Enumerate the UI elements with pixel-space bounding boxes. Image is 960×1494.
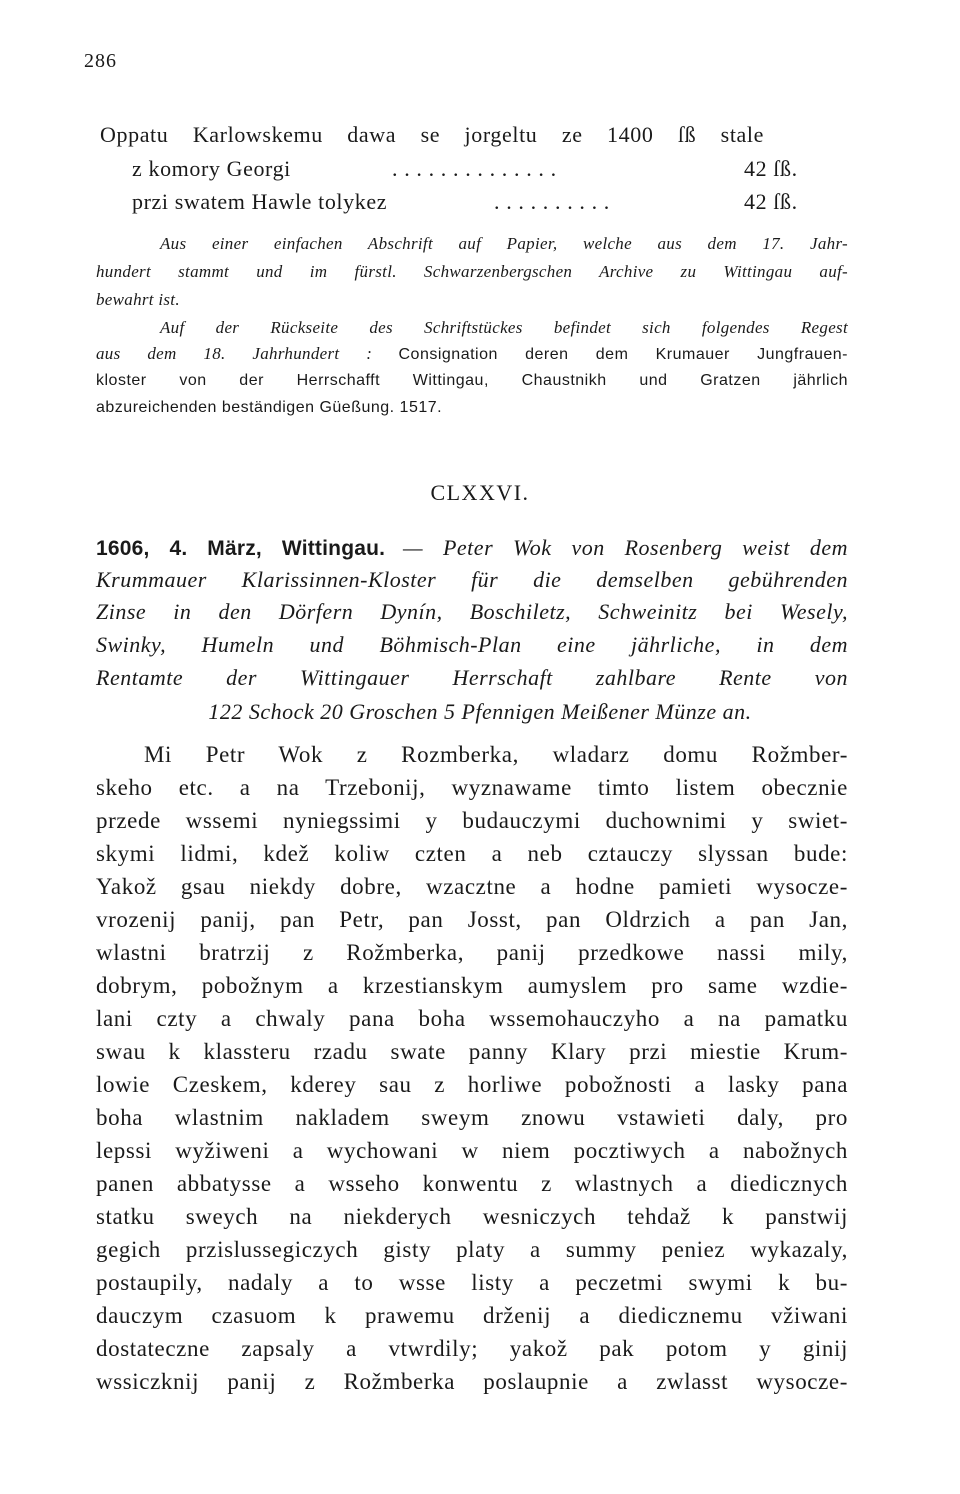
- body-line: wssiczknij panij z Rožmberka poslaupnie a zwlasst wysocze-: [96, 1369, 848, 1394]
- regest-intro: aus dem 18. Jahrhundert :: [96, 344, 373, 363]
- body-line: dauczym czasuom k prawemu drženij a diedicznemu vžiwani: [96, 1303, 848, 1328]
- body-line: lani czty a chwaly pana boha wssemohauczyho a na pamatku: [96, 1006, 848, 1031]
- body-line: swau k klassteru rzadu swate panny Klary przi miestie Krum-: [96, 1039, 848, 1064]
- regest-note-line: [96, 344, 848, 364]
- regest-note-line: abzureichenden beständigen Güeßung. 1517.: [96, 399, 443, 416]
- body-line: boha wlastnim nakladem sweym znowu vstawieti daly, pro: [96, 1105, 848, 1130]
- payment-line: [132, 156, 812, 182]
- heading-text: — Peter Wok von Rosenberg weist dem: [403, 535, 848, 560]
- body-line: skeho etc. a na Trzebonij, wyznawame timto listem obecznie: [96, 775, 848, 800]
- body-line: postaupily, nadaly a to wsse listy a peczetmi swymi k bu-: [96, 1270, 848, 1295]
- regest-note-line: Auf der Rückseite des Schriftstückes befindet sich folgendes Regest: [160, 318, 848, 337]
- regest-text: Consignation deren dem Krumauer Jungfrauen-: [398, 346, 848, 363]
- heading-date: 1606, 4. März, Wittingau.: [96, 537, 386, 560]
- payment-text: z komory Georgi: [132, 156, 291, 181]
- leader-dots: . . . . . . . . . .: [494, 189, 610, 214]
- body-line: statku sweych na niekderych wesniczych tehdaž k panstwij: [96, 1204, 848, 1229]
- body-line: wlastni bratrzij z Rožmberka, panij przedkowe nassi mily,: [96, 940, 848, 965]
- payment-value: 42 ſß.: [744, 189, 798, 214]
- body-line: vrozenij panij, pan Petr, pan Josst, pan Oldrzich a pan Jan,: [96, 907, 848, 932]
- body-line: Mi Petr Wok z Rozmberka, wladarz domu Rožmber-: [144, 742, 848, 767]
- payment-line: [132, 189, 812, 215]
- body-line: dostateczne zapsaly a vtwrdily; yakož pak potom y ginij: [96, 1336, 848, 1361]
- source-note-line: Aus einer einfachen Abschrift auf Papier, welche aus dem 17. Jahr-: [160, 234, 848, 253]
- heading-line: Rentamte der Wittingauer Herrschaft zahlbare Rente von: [96, 665, 848, 690]
- body-line: Yakož gsau niekdy dobre, wzacztne a hodne pamieti wysocze-: [96, 874, 848, 899]
- regest-note-line: kloster von der Herrschafft Wittingau, Chaustnikh und Gratzen jährlich: [96, 372, 848, 389]
- body-line: gegich przislussegiczych gisty platy a summy peniez wykazaly,: [96, 1237, 848, 1262]
- heading-line: Krummauer Klarissinnen-Kloster für die demselben gebührenden: [96, 567, 848, 592]
- body-line: lepssi wyžiweni a wychowani w niem pocztiwych a nabožnych: [96, 1138, 848, 1163]
- payment-line: Oppatu Karlowskemu dawa se jorgeltu ze 1400 ſß stale: [100, 122, 764, 147]
- body-line: panen abbatysse a wsseho konwentu z wlastnych a diedicznych: [96, 1171, 848, 1196]
- payment-value: 42 ſß.: [744, 156, 798, 181]
- source-note-line: bewahrt ist.: [96, 290, 180, 309]
- heading-line: [96, 535, 848, 561]
- body-line: skymi lidmi, kdež koliw czten a neb cztauczy slyssan bude:: [96, 841, 848, 866]
- body-line: przede wssemi nyniegssimi y budauczymi duchownimi y swiet-: [96, 808, 848, 833]
- page-number: 286: [84, 50, 117, 72]
- heading-line: Zinse in den Dörfern Dynín, Boschiletz, Schweinitz bei Wesely,: [96, 599, 848, 624]
- heading-line: 122 Schock 20 Groschen 5 Pfennigen Meißener Münze an.: [208, 699, 752, 724]
- document-number: CLXXVI.: [430, 480, 530, 505]
- leader-dots: . . . . . . . . . . . . . .: [392, 156, 557, 181]
- heading-line: Swinky, Humeln und Böhmisch-Plan eine jährliche, in dem: [96, 632, 848, 657]
- source-note-line: hundert stammt und im fürstl. Schwarzenbergschen Archive zu Wittingau auf-: [96, 262, 848, 281]
- body-line: lowie Czeskem, kderey sau z horliwe pobožnosti a lasky pana: [96, 1072, 848, 1097]
- payment-text: przi swatem Hawle tolykez: [132, 189, 388, 214]
- body-line: dobrym, pobožnym a krzestianskym aumyslem pro same wzdie-: [96, 973, 848, 998]
